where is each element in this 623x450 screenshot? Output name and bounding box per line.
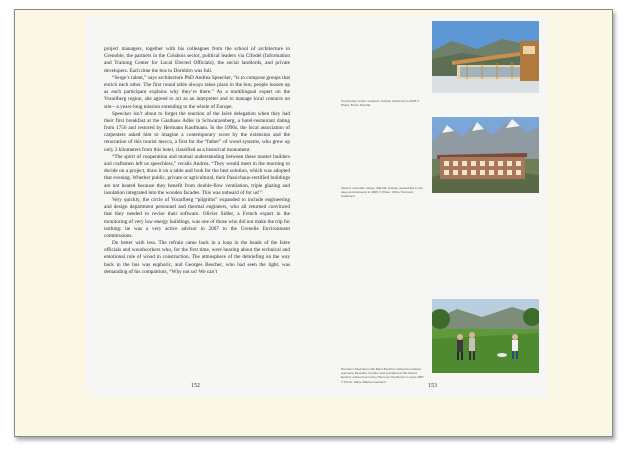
photo-caption: Hermann Kaufmann with Ellen Bescher, Rebecca Lockard and Irène Reveillet, founder and president of the Grand Ecrand, school tour led by Hermann Kaufmann in June 2007 © Photo: Marie-Hélène Lienhard <box>341 367 424 384</box>
paragraph: Speecker isn’t about to forget the reaction of the Isère delegation when they had their first breakfast at the Gasthaus Adler in Schwarzenberg, a hotel-restaurant dating from 1756 and restored by Hermann Kaufmann. In the 1990s, the local association of carpenters asked him to imagine a contemporary score by the extension and the renovation of this tourist mecca, a first for the “father” of wood systems, who grew up only 3 kilometers from this hotel, classified as a historical monument. <box>104 110 290 153</box>
paragraph: “Serge’s talent,” says architecture PhD Andrea Speecker, “is to compose groups that enrich each other. The first round table always takes place in the bus; people loosen up as each participant explains why they’re there.” As a multilingual expert on the Vorarlberg region, she agreed to act as an interpreter and to manage local contacts on site—a years-long mission extending to the whole of Europe. <box>104 74 290 110</box>
left-page-text <box>104 46 290 276</box>
mountain-refuge-photo <box>432 117 539 193</box>
paragraph: project managers, together with his colleagues from the school of architecture in Grenoble, the partners in the Créabois sector, political leaders via Cifodel (Information and Training Center for Local Elected Officials), the social landlords, and private developers. Each time the bus to Dornbirn was full. <box>104 46 290 74</box>
photo-caption: Community center, Ludesch, Austria. Delivered in 2005 © Photo: Bruno Klomfar <box>341 99 420 108</box>
group-on-lawn-photo <box>432 299 539 373</box>
photo-caption: Olperer mountain refuge, Zillertal, Austria, assembled in two days and delivered in 2008 © Photo: Office Hermann Kaufmann <box>341 186 424 199</box>
left-page-number: 152 <box>191 383 200 389</box>
paragraph: “The spirit of cooperation and mutual understanding between these master builders and craftsmen left us speechless,” recalls Andrea. “They would meet in the morning to decide on a project, draw it on a table and look for the best solution, which was adopted that evening. Whether public, private or agricultural, their Passivhaus-certified buildings are not heated because they benefit from double-flow ventilation, triple glazing and insulation integrated into the wooden facades. This was unheard of for us!” <box>104 153 290 196</box>
right-page-number: 153 <box>428 383 437 389</box>
community-center-photo <box>432 21 539 93</box>
paragraph: Do better with less. The refrain came back in a loop in the heads of the Isère officials and woodworkers who, for the first time, were hearing about the technical and emotional role of wood in construction. The atmosphere of the debriefing on the way back in the bus was euphoric, and Georges Bescher, who had seen the light, was demanding of his compatriots, “Why not us! We can’t <box>104 240 290 275</box>
paragraph: Very quickly, the circle of Vorarlberg “pilgrims” expanded to include engineering and design department personnel and thermal engineers, who all returned convinced that they needed to revise their software. Olivier Sidler, a French expert in the monitoring of very low energy buildings, was one of those who did not make the trip for nothing: he was a very active advisor in 2007 to the Grenelle Environment commissions. <box>104 196 290 239</box>
